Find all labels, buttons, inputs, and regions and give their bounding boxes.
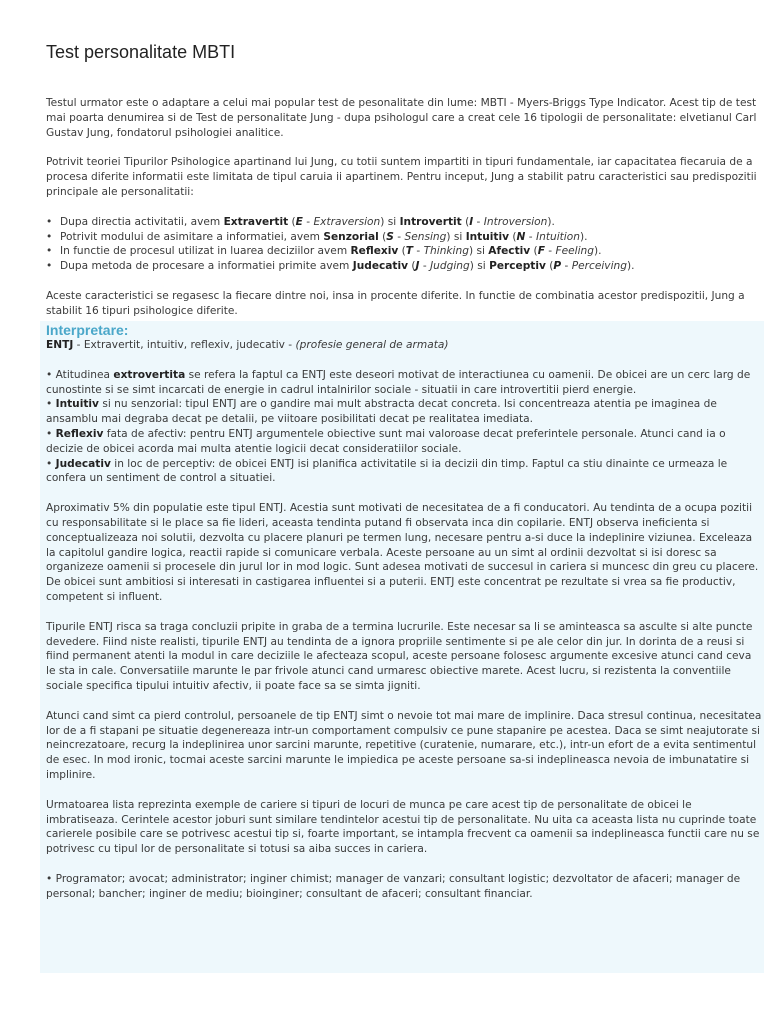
page-title: Test personalitate MBTI: [46, 42, 236, 62]
intro-paragraph-3: Aceste caracteristici se regasesc la fiecare dintre noi, insa in procente diferite. In functie de combinatia acestor predispozitii, Jung a stabilit 16 tipuri psihologice diferite.: [46, 289, 745, 317]
interpretation-paragraph-2: Tipurile ENTJ risca sa traga concluzii pripite in graba de a termina lucrurile. Este necesar sa li se aminteasca sa asculte si alte puncte devedere. Fiind niste realisti, tipurile ENTJ au tendinta de a ignora propriile sentimente si pe ale celor din jur. In dorinta de a reusi si fiind permanent atenti la modul in care deciziile le afecteaza scopul, aceste persoane folosesc argumente excesive atunci cand ceva le sta in cale. Conversatiile marunte le par frivole atunci cand urmaresc obiective marete. Acest lucru, si rezistenta la conventiile sociale specifica tipului intuitiv afectiv, ii poate face sa se simta jigniti.: [46, 620, 753, 692]
intro-section: [46, 96, 762, 334]
dichotomy-item: • In functie de procesul utilizat in luarea deciziilor avem Reflexiv (T - Thinking) si Afectiv (F - Feeling).: [46, 244, 762, 259]
dichotomy-item: • Dupa directia activitatii, avem Extravertit (E - Extraversion) si Introvertit (I - Introversion).: [46, 215, 762, 230]
trait-item: • Atitudinea extrovertita se refera la faptul ca ENTJ este deseori motivat de interactiunea cu oamenii. De obicei are un cerc larg de cunostinte si se simt incarcati de energie in cadrul intalnirilor sociale - situatii in care introvertitii pierd energie.: [46, 368, 751, 396]
careers-list: • Programator; avocat; administrator; inginer chimist; manager de vanzari; consultant logistic; dezvoltator de afaceri; manager de personal; bancher; inginer de mediu; bioinginer; consultant de afaceri; consultant financiar.: [46, 872, 741, 900]
interpretation-paragraph-1: Aproximativ 5% din populatie este tipul ENTJ. Acestia sunt motivati de necesitatea de a fi conducatori. Au tendinta de a ocupa pozitii cu responsabilitate si le place sa fie lideri, aceasta tendinta putand fi observata inca din copilarie. ENTJ observa ineficienta si conceptualizeaza noi solutii, dezvolta cu placere planuri pe termen lung, necesare pentru a-si duce la indeplinire viziunea. Exceleaza la capitolul gandire logica, reactii rapide si comunicare verbala. Aceste persoane au un simt al ordinii dezvoltat si isi doresc sa organizeze oamenii si procesele din jurul lor in mod logic. Sunt adesea motivati de succesul in cariera si muncesc din greu cu placere. De obicei sunt ambitiosi si interesati in castigarea influentei si a puterii. ENTJ este concentrat pe rezultate si vrea sa fie productiv, competent si influent.: [46, 502, 759, 603]
dichotomy-item: • Potrivit modului de asimitare a informatiei, avem Senzorial (S - Sensing) si Intuitiv (N - Intuition).: [46, 230, 762, 245]
trait-item: • Judecativ in loc de perceptiv: de obicei ENTJ isi planifica activitatile si ia decizii din timp. Faptul ca stiu dinainte ce urmeaza le confera un sentiment de control a situatiei.: [46, 457, 728, 485]
interpretation-paragraph-3: Atunci cand simt ca pierd controlul, persoanele de tip ENTJ simt o nevoie tot mai mare de implinire. Daca stresul continua, necesitatea lor de a fi stapani pe situatie degenereaza intr-un comportament compulsiv ce pune stapanire pe acestea. Daca se simt neajutorate si neincrezatoare, recurg la indeplinirea unor sarcini marunte, repetitive (curatenie, numarare, etc.), intr-un efort de a evita sentimentul de esec. In mod ironic, tocmai aceste sarcini marunte le impiedica pe aceste persoane sa-si indeplineasca nevoia de imbunatatire si implinire.: [46, 709, 762, 781]
intro-paragraph-2: Potrivit teoriei Tipurilor Psihologice apartinand lui Jung, cu totii suntem impartiti in tipuri fundamentale, iar capacitatea fiecaruia de a procesa diferite informatii este limitata de tipul caruia ii apartinem. Pentru inceput, Jung a stabilit patru caracteristici sau predispozitii principale ale personalitatii:: [46, 156, 757, 198]
dichotomy-list: [46, 215, 762, 274]
type-code: ENTJ: [46, 339, 74, 351]
intro-paragraph-1: Testul urmator este o adaptare a celui mai popular test de pesonalitate din lume: MBTI - Myers-Briggs Type Indicator. Acest tip de test mai poarta denumirea si de Test de personalitate Jung - dupa psihologul care a creat cele 16 tipologii de personalitate: elvetianul Carl Gustav Jung, fondatorul psihologiei analitice.: [46, 97, 757, 139]
trait-item: • Reflexiv fata de afectiv: pentru ENTJ argumentele obiective sunt mai valoroase decat preferintele personale. Atunci cand ia o decizie de obicei acorda mai multa atentie logicii decat consideratiilor sociale.: [46, 427, 726, 455]
dichotomy-item: • Dupa metoda de procesare a informatiei primite avem Judecativ (J - Judging) si Perceptiv (P - Perceiving).: [46, 259, 762, 274]
type-note: (profesie general de armata): [295, 339, 449, 351]
type-summary: ENTJ - Extravertit, intuitiv, reflexiv, judecativ - (profesie general de armata): [46, 339, 449, 351]
interpretation-paragraph-4: Urmatoarea lista reprezinta exemple de cariere si tipuri de locuri de munca pe care acest tip de personalitate de obicei le imbratiseaza. Cerintele acestor joburi sunt similare tendintelor acestui tip de personalitate. Nu uita ca aceasta lista nu cuprinde toate carierele posibile care se potrivesc acestui tip si, foarte important, se intampla frecvent ca oamenii sa indeplineasca functii care nu se potrivesc cu tipul lor de personalitate si totusi sa aiba succes in cariera.: [46, 798, 760, 856]
interpretation-heading: Interpretare:: [46, 322, 129, 338]
trait-item: • Intuitiv si nu senzorial: tipul ENTJ are o gandire mai mult abstracta decat concreta. Isi concentreaza atentia pe imaginea de ansamblu mai degraba decat pe detalii, pe viitoare posibilitati decat pe realitatea imediata.: [46, 398, 717, 426]
interpretation-section: [46, 322, 762, 902]
